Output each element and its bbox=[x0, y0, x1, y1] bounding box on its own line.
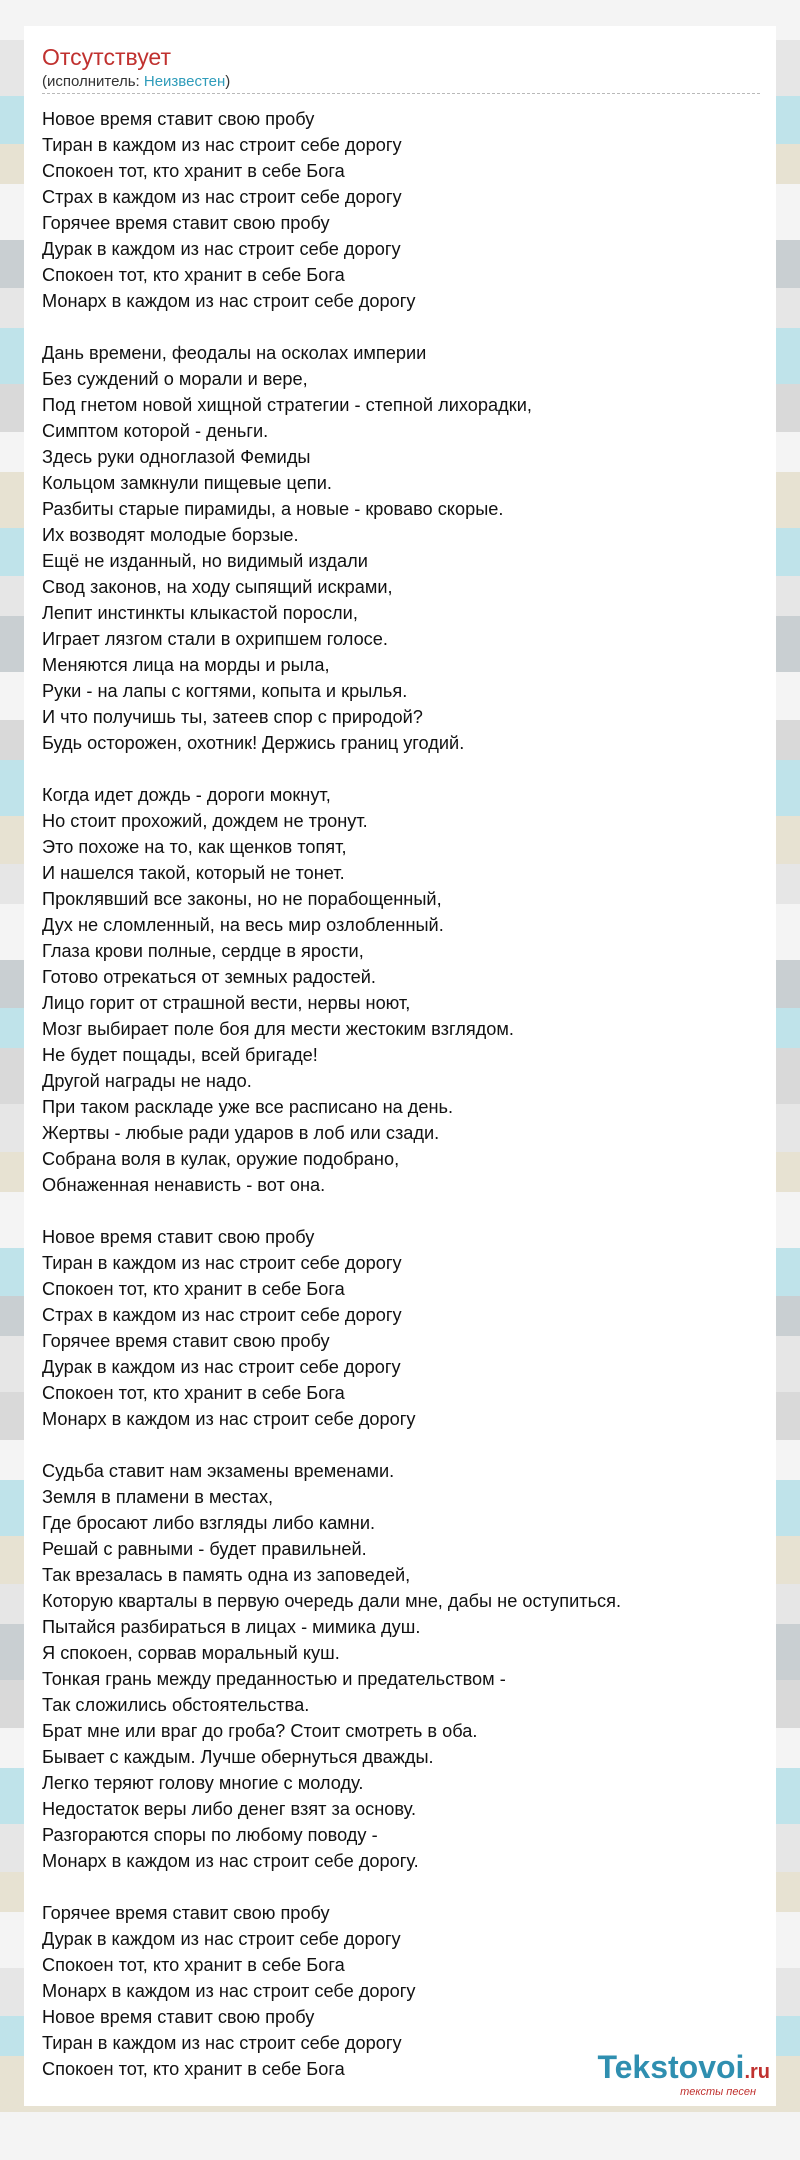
lyric-line: Ещё не изданный, но видимый издали bbox=[42, 551, 368, 571]
lyric-line: Брат мне или враг до гроба? Стоит смотреть в оба. bbox=[42, 1721, 478, 1741]
lyric-line: Дурак в каждом из нас строит себе дорогу bbox=[42, 239, 401, 259]
lyric-line: Разгораются споры по любому поводу - bbox=[42, 1825, 378, 1845]
lyric-line: Разбиты старые пирамиды, а новые - кроваво скорые. bbox=[42, 499, 504, 519]
lyric-line: Пытайся разбираться в лицах - мимика душ. bbox=[42, 1617, 421, 1637]
stanza bbox=[42, 1458, 762, 1874]
lyric-line: Глаза крови полные, сердце в ярости, bbox=[42, 941, 364, 961]
lyric-line: Земля в пламени в местах, bbox=[42, 1487, 274, 1507]
lyric-line: Спокоен тот, кто хранит в себе Бога bbox=[42, 2059, 345, 2079]
artist-prefix: (исполнитель: bbox=[42, 73, 144, 90]
lyric-line: Проклявший все законы, но не порабощенный, bbox=[42, 889, 442, 909]
lyric-line: Бывает с каждым. Лучше обернуться дважды. bbox=[42, 1747, 434, 1767]
song-title: Отсутствует bbox=[42, 44, 171, 70]
lyric-line: Монарх в каждом из нас строит себе дорогу bbox=[42, 1981, 416, 2001]
lyric-line: Без суждений о морали и вере, bbox=[42, 369, 308, 389]
lyric-line: Под гнетом новой хищной стратегии - степной лихорадки, bbox=[42, 395, 532, 415]
lyric-line: Когда идет дождь - дороги мокнут, bbox=[42, 785, 331, 805]
lyric-line: Так сложились обстоятельства. bbox=[42, 1695, 310, 1715]
lyric-line: Лепит инстинкты клыкастой поросли, bbox=[42, 603, 358, 623]
lyric-line: Дань времени, феодалы на осколах империи bbox=[42, 343, 427, 363]
logo-tld: .ru bbox=[744, 2061, 770, 2083]
lyric-line: И что получишь ты, затеев спор с природой? bbox=[42, 707, 423, 727]
site-logo[interactable] bbox=[597, 2051, 770, 2098]
lyric-line: Горячее время ставит свою пробу bbox=[42, 1903, 330, 1923]
lyrics-card bbox=[24, 26, 776, 2106]
lyric-line: И нашелся такой, который не тонет. bbox=[42, 863, 345, 883]
lyric-line: Готово отрекаться от земных радостей. bbox=[42, 967, 376, 987]
lyric-line: Горячее время ставит свою пробу bbox=[42, 1331, 330, 1351]
lyric-line: Которую кварталы в первую очередь дали мне, дабы не оступиться. bbox=[42, 1591, 622, 1611]
lyric-line: Новое время ставит свою пробу bbox=[42, 1227, 315, 1247]
lyric-line: Мозг выбирает поле боя для мести жестоким взглядом. bbox=[42, 1019, 514, 1039]
lyric-line: Дурак в каждом из нас строит себе дорогу bbox=[42, 1357, 401, 1377]
lyric-line: Дурак в каждом из нас строит себе дорогу bbox=[42, 1929, 401, 1949]
lyric-line: Жертвы - любые ради ударов в лоб или сзади. bbox=[42, 1123, 440, 1143]
lyric-line: Спокоен тот, кто хранит в себе Бога bbox=[42, 1383, 345, 1403]
lyric-line: Спокоен тот, кто хранит в себе Бога bbox=[42, 161, 345, 181]
logo-tagline: тексты песен bbox=[680, 2086, 756, 2098]
lyric-line: Но стоит прохожий, дождем не тронут. bbox=[42, 811, 368, 831]
lyrics-body bbox=[42, 106, 762, 2108]
lyric-line: При таком раскладе уже все расписано на день. bbox=[42, 1097, 454, 1117]
stanza bbox=[42, 106, 762, 314]
lyric-line: Симптом которой - деньги. bbox=[42, 421, 269, 441]
lyric-line: Обнаженная ненависть - вот она. bbox=[42, 1175, 326, 1195]
lyric-line: Меняются лица на морды и рыла, bbox=[42, 655, 330, 675]
lyric-line: Другой награды не надо. bbox=[42, 1071, 252, 1091]
lyric-line: Я спокоен, сорвав моральный куш. bbox=[42, 1643, 340, 1663]
lyric-line: Легко теряют голову многие с молоду. bbox=[42, 1773, 364, 1793]
lyric-line: Играет лязгом стали в охрипшем голосе. bbox=[42, 629, 388, 649]
lyric-line: Руки - на лапы с когтями, копыта и крылья. bbox=[42, 681, 408, 701]
artist-suffix: ) bbox=[225, 73, 231, 90]
lyric-line: Спокоен тот, кто хранит в себе Бога bbox=[42, 1279, 345, 1299]
lyric-line: Тиран в каждом из нас строит себе дорогу bbox=[42, 2033, 402, 2053]
lyric-line: Судьба ставит нам экзамены временами. bbox=[42, 1461, 395, 1481]
lyric-line: Будь осторожен, охотник! Держись границ угодий. bbox=[42, 733, 465, 753]
lyric-line: Тонкая грань между преданностью и предательством - bbox=[42, 1669, 506, 1689]
lyric-line: Страх в каждом из нас строит себе дорогу bbox=[42, 187, 402, 207]
artist-line bbox=[42, 73, 230, 90]
lyric-line: Спокоен тот, кто хранит в себе Бога bbox=[42, 265, 345, 285]
lyric-line: Тиран в каждом из нас строит себе дорогу bbox=[42, 135, 402, 155]
lyric-line: Монарх в каждом из нас строит себе дорогу bbox=[42, 1409, 416, 1429]
lyric-line: Здесь руки одноглазой Фемиды bbox=[42, 447, 311, 467]
lyric-line: Спокоен тот, кто хранит в себе Бога bbox=[42, 1955, 345, 1975]
lyric-line: Собрана воля в кулак, оружие подобрано, bbox=[42, 1149, 400, 1169]
lyric-line: Свод законов, на ходу сыпящий искрами, bbox=[42, 577, 393, 597]
lyric-line: Монарх в каждом из нас строит себе дорогу bbox=[42, 291, 416, 311]
divider bbox=[42, 93, 760, 94]
lyric-line: Новое время ставит свою пробу bbox=[42, 2007, 315, 2027]
lyric-line: Дух не сломленный, на весь мир озлобленный. bbox=[42, 915, 444, 935]
artist-link[interactable]: Неизвестен bbox=[143, 73, 226, 90]
stanza bbox=[42, 782, 762, 1198]
lyric-line: Так врезалась в память одна из заповедей, bbox=[42, 1565, 411, 1585]
lyric-line: Не будет пощады, всей бригаде! bbox=[42, 1045, 318, 1065]
lyric-line: Тиран в каждом из нас строит себе дорогу bbox=[42, 1253, 402, 1273]
lyric-line: Это похоже на то, как щенков топят, bbox=[42, 837, 347, 857]
logo-wordmark bbox=[597, 2051, 770, 2088]
lyric-line: Их возводят молодые борзые. bbox=[42, 525, 299, 545]
background-stripe bbox=[0, 2112, 800, 2160]
lyric-line: Кольцом замкнули пищевые цепи. bbox=[42, 473, 332, 493]
lyric-line: Монарх в каждом из нас строит себе дорогу. bbox=[42, 1851, 419, 1871]
lyric-line: Решай с равными - будет правильней. bbox=[42, 1539, 367, 1559]
lyric-line: Новое время ставит свою пробу bbox=[42, 109, 315, 129]
lyric-line: Недостаток веры либо денег взят за основу. bbox=[42, 1799, 416, 1819]
lyric-line: Лицо горит от страшной вести, нервы ноют, bbox=[42, 993, 411, 1013]
stanza bbox=[42, 340, 762, 756]
lyric-line: Страх в каждом из нас строит себе дорогу bbox=[42, 1305, 402, 1325]
logo-name: Tekstovoi bbox=[597, 2049, 745, 2085]
lyric-line: Где бросают либо взгляды либо камни. bbox=[42, 1513, 376, 1533]
stanza bbox=[42, 1224, 762, 1432]
lyric-line: Горячее время ставит свою пробу bbox=[42, 213, 330, 233]
